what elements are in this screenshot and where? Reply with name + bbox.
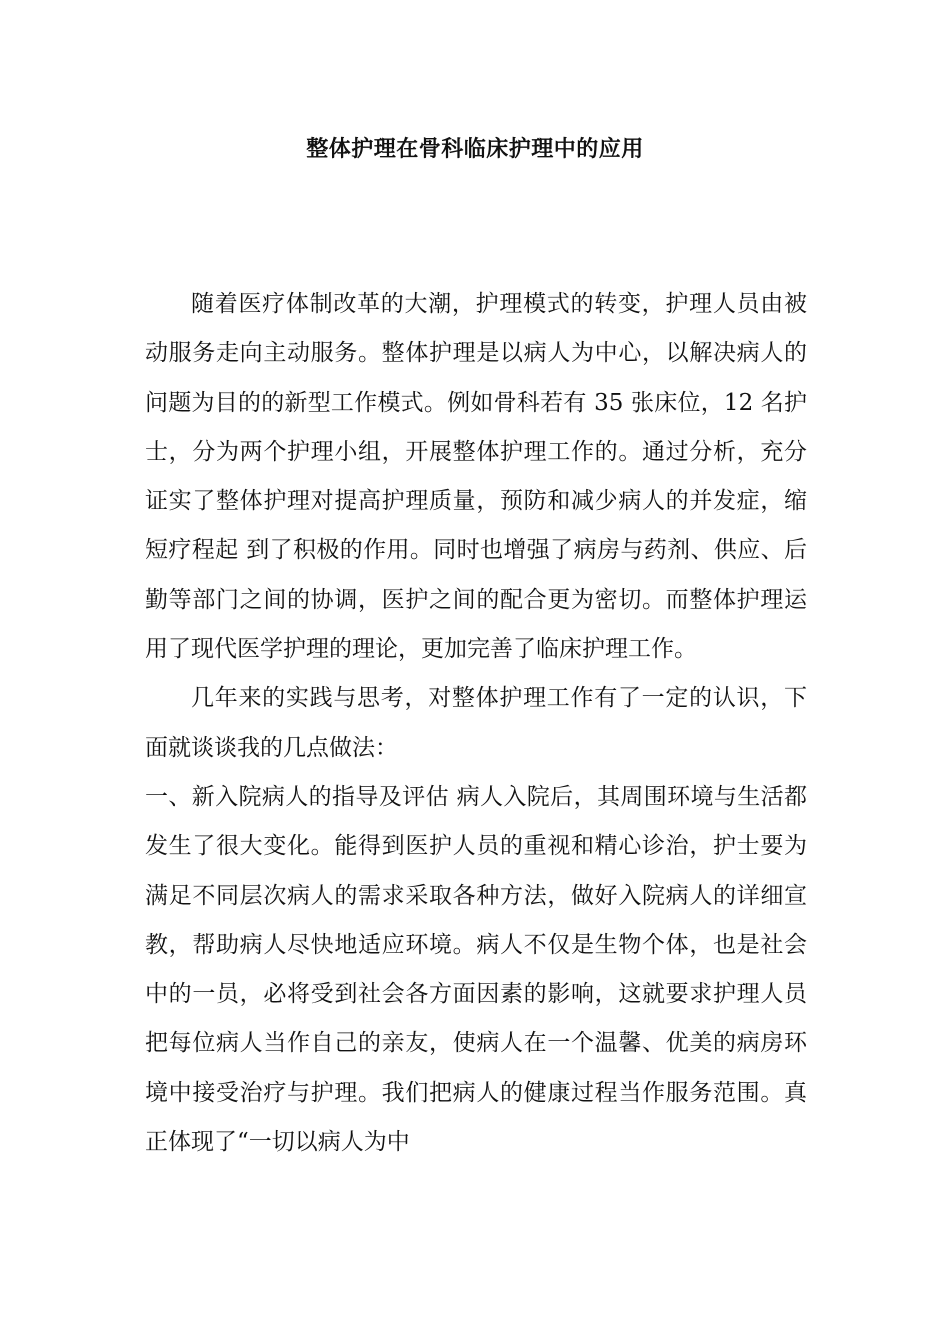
document-body bbox=[145, 280, 807, 1167]
body-paragraph-2: 几年来的实践与思考，对整体护理工作有了一定的认识，下面就谈谈我的几点做法： bbox=[145, 685, 807, 761]
document-title: 整体护理在骨科临床护理中的应用 bbox=[306, 137, 644, 162]
body-paragraph-1: 随着医疗体制改革的大潮，护理模式的转变，护理人员由被动服务走向主动服务。整体护理是以病人为中心，以解决病人的问题为目的的新型工作模式。例如骨科若有 35 张床位，12 名护士，分为两个护理小组，开展整体护理工作的。通过分析，充分证实了整体护理对提高护理质量，预防和减少病人的并发症，缩短疗程起 到了积极的作用。同时也增强了病房与药剂、供应、后勤等部门之间的协调，医护之间的配合更为密切。而整体护理运用了现代医学护理的理论，更加完善了临床护理工作。 bbox=[145, 291, 807, 663]
section-one-paragraph: 一、新入院病人的指导及评估 病人入院后，其周围环境与生活都发生了很大变化。能得到医护人员的重视和精心诊治，护士要为满足不同层次病人的需求采取各种方法，做好入院病人的详细宣教，帮助病人尽快地适应环境。病人不仅是生物个体，也是社会中的一员，必将受到社会各方面因素的影响，这就要求护理人员把每位病人当作自己的亲友，使病人在一个温馨、优美的病房环境中接受治疗与护理。我们把病人的健康过程当作服务范围。真正体现了“一切以病人为中 bbox=[145, 783, 807, 1156]
